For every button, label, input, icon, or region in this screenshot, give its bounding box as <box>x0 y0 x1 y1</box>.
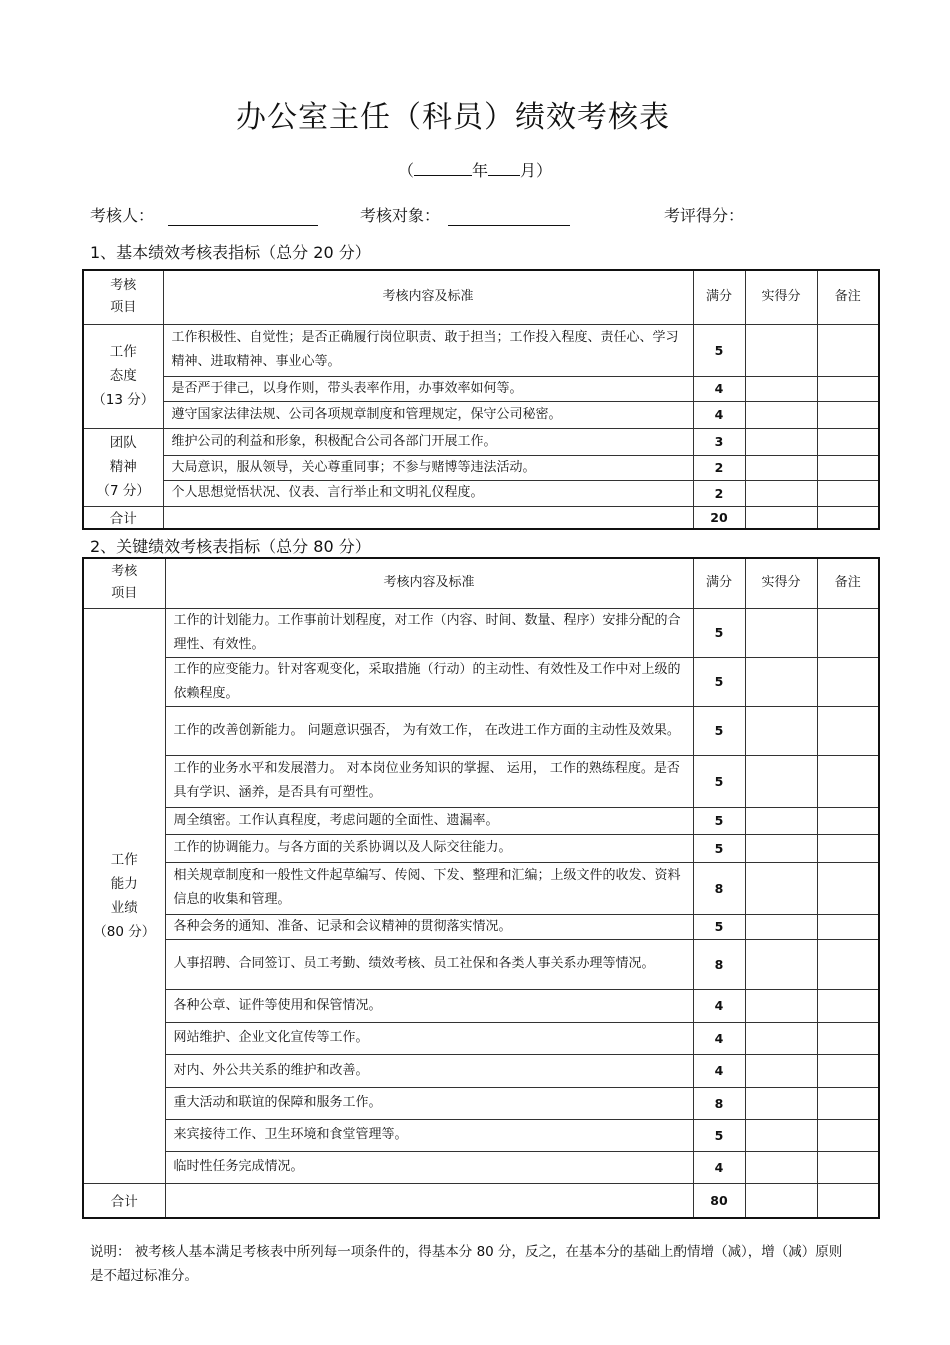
full-score: 2 <box>693 480 745 506</box>
full-score: 4 <box>693 1022 745 1054</box>
section2-title: 2、关键绩效考核表指标（总分 80 分） <box>90 537 371 556</box>
month-blank[interactable] <box>488 161 520 176</box>
table-row <box>83 755 879 807</box>
header-remark: 备注 <box>817 270 879 324</box>
remark-cell[interactable] <box>817 1087 879 1119</box>
section1-title: 1、基本绩效考核表指标（总分 20 分） <box>90 243 371 262</box>
header-content: 考核内容及标准 <box>163 270 693 324</box>
actual-score-cell[interactable] <box>745 939 817 989</box>
actual-score-cell[interactable] <box>745 834 817 862</box>
criteria-text: 遵守国家法律法规、公司各项规章制度和管理规定，保守公司秘密。 <box>163 401 693 428</box>
total-label: 合计 <box>83 1183 165 1218</box>
full-score: 4 <box>693 401 745 428</box>
actual-score-cell[interactable] <box>745 914 817 939</box>
table-header-row <box>83 558 879 608</box>
remark-cell[interactable] <box>817 480 879 506</box>
actual-score-cell[interactable] <box>745 376 817 401</box>
actual-score-cell[interactable] <box>745 401 817 428</box>
table-row <box>83 428 879 455</box>
header-item: 考核 项目 <box>83 270 163 324</box>
table-row <box>83 657 879 706</box>
total-content-cell <box>165 1183 693 1218</box>
total-score: 80 <box>693 1183 745 1218</box>
remark-cell[interactable] <box>817 755 879 807</box>
full-score: 2 <box>693 455 745 480</box>
remark-cell[interactable] <box>817 657 879 706</box>
criteria-text: 工作的业务水平和发展潜力。 对本岗位业务知识的掌握、 运用， 工作的熟练程度。是否具有学识、涵养，是否具有可塑性。 <box>165 755 693 807</box>
remark-cell[interactable] <box>817 376 879 401</box>
criteria-text: 临时性任务完成情况。 <box>165 1151 693 1183</box>
table-row <box>83 480 879 506</box>
full-score: 8 <box>693 1087 745 1119</box>
actual-score-cell[interactable] <box>745 755 817 807</box>
header-actual-score: 实得分 <box>745 558 817 608</box>
actual-score-cell[interactable] <box>745 1151 817 1183</box>
total-row <box>83 1183 879 1218</box>
full-score: 5 <box>693 657 745 706</box>
subject-field: 考核对象： <box>360 203 570 226</box>
full-score: 4 <box>693 989 745 1022</box>
criteria-text: 人事招聘、合同签订、员工考勤、绩效考核、员工社保和各类人事关系办理等情况。 <box>165 939 693 989</box>
assessor-field: 考核人： <box>90 203 318 226</box>
total-remark-cell[interactable] <box>817 506 879 529</box>
remark-cell[interactable] <box>817 608 879 657</box>
remark-cell[interactable] <box>817 1054 879 1087</box>
assessment-period: （ 年 月） <box>397 161 553 180</box>
remark-cell[interactable] <box>817 455 879 480</box>
full-score: 4 <box>693 1151 745 1183</box>
criteria-text: 对内、外公共关系的维护和改善。 <box>165 1054 693 1087</box>
full-score: 3 <box>693 428 745 455</box>
full-score: 5 <box>693 807 745 834</box>
table-row <box>83 401 879 428</box>
header-full-score: 满分 <box>693 270 745 324</box>
full-score: 4 <box>693 1054 745 1087</box>
actual-score-cell[interactable] <box>745 862 817 914</box>
subject-input[interactable] <box>448 207 570 226</box>
total-remark-cell[interactable] <box>817 1183 879 1218</box>
page-title: 办公室主任（科员）绩效考核表 <box>236 100 670 135</box>
table-row <box>83 807 879 834</box>
remark-cell[interactable] <box>817 914 879 939</box>
criteria-text: 来宾接待工作、卫生环境和食堂管理等。 <box>165 1119 693 1151</box>
criteria-text: 工作的协调能力。与各方面的关系协调以及人际交往能力。 <box>165 834 693 862</box>
criteria-text: 网站维护、企业文化宣传等工作。 <box>165 1022 693 1054</box>
criteria-text: 维护公司的利益和形象，积极配合公司各部门开展工作。 <box>163 428 693 455</box>
table-row <box>83 1022 879 1054</box>
full-score: 5 <box>693 324 745 376</box>
remark-cell[interactable] <box>817 834 879 862</box>
actual-score-cell[interactable] <box>745 657 817 706</box>
full-score: 8 <box>693 939 745 989</box>
total-content-cell <box>163 506 693 529</box>
table-row <box>83 1054 879 1087</box>
criteria-text: 重大活动和联谊的保障和服务工作。 <box>165 1087 693 1119</box>
criteria-text: 工作的计划能力。工作事前计划程度，对工作（内容、时间、数量、程序）安排分配的合理性、有效性。 <box>165 608 693 657</box>
table-header-row <box>83 270 879 324</box>
group-team-spirit: 团队 精神 （7 分） <box>83 428 163 506</box>
footnote: 说明： 被考核人基本满足考核表中所列每一项条件的，得基本分 80 分，反之，在基本分的基础上酌情增（减），增（减）原则是不超过标准分。 <box>90 1244 843 1284</box>
remark-cell[interactable] <box>817 428 879 455</box>
total-score: 20 <box>693 506 745 529</box>
remark-cell[interactable] <box>817 989 879 1022</box>
table-row <box>83 1119 879 1151</box>
criteria-text: 是否严于律己，以身作则，带头表率作用，办事效率如何等。 <box>163 376 693 401</box>
total-label: 合计 <box>83 506 163 529</box>
actual-score-cell[interactable] <box>745 706 817 755</box>
table-row <box>83 324 879 376</box>
criteria-text: 工作的应变能力。针对客观变化，采取措施（行动）的主动性、有效性及工作中对上级的依赖程度。 <box>165 657 693 706</box>
criteria-text: 各种公章、证件等使用和保管情况。 <box>165 989 693 1022</box>
remark-cell[interactable] <box>817 807 879 834</box>
actual-score-cell[interactable] <box>745 1119 817 1151</box>
remark-cell[interactable] <box>817 1022 879 1054</box>
full-score: 5 <box>693 608 745 657</box>
actual-score-cell[interactable] <box>745 1022 817 1054</box>
full-score: 5 <box>693 914 745 939</box>
header-item: 考核 项目 <box>83 558 165 608</box>
table-row <box>83 1087 879 1119</box>
remark-cell[interactable] <box>817 1151 879 1183</box>
assessor-input[interactable] <box>168 207 318 226</box>
actual-score-cell[interactable] <box>745 1087 817 1119</box>
criteria-text: 各种会务的通知、准备、记录和会议精神的贯彻落实情况。 <box>165 914 693 939</box>
full-score: 8 <box>693 862 745 914</box>
criteria-text: 工作的改善创新能力。 问题意识强否， 为有效工作， 在改进工作方面的主动性及效果。 <box>165 706 693 755</box>
remark-cell[interactable] <box>817 939 879 989</box>
total-actual-cell[interactable] <box>745 1183 817 1218</box>
full-score: 5 <box>693 1119 745 1151</box>
table-row <box>83 989 879 1022</box>
basic-kpi-table <box>82 269 880 530</box>
table-row <box>83 706 879 755</box>
full-score: 5 <box>693 755 745 807</box>
criteria-text: 工作积极性、自觉性；是否正确履行岗位职责、敢于担当；工作投入程度、责任心、学习精神、进取精神、事业心等。 <box>163 324 693 376</box>
criteria-text: 大局意识，服从领导，关心尊重同事；不参与赌博等违法活动。 <box>163 455 693 480</box>
key-kpi-table <box>82 557 880 1219</box>
actual-score-cell[interactable] <box>745 807 817 834</box>
remark-cell[interactable] <box>817 862 879 914</box>
table-row <box>83 862 879 914</box>
remark-cell[interactable] <box>817 401 879 428</box>
criteria-text: 个人思想觉悟状况、仪表、言行举止和文明礼仪程度。 <box>163 480 693 506</box>
full-score: 5 <box>693 834 745 862</box>
actual-score-cell[interactable] <box>745 428 817 455</box>
remark-cell[interactable] <box>817 324 879 376</box>
remark-cell[interactable] <box>817 1119 879 1151</box>
total-actual-cell[interactable] <box>745 506 817 529</box>
criteria-text: 周全缜密。工作认真程度，考虑问题的全面性、遗漏率。 <box>165 807 693 834</box>
remark-cell[interactable] <box>817 706 879 755</box>
header-full-score: 满分 <box>693 558 745 608</box>
actual-score-cell[interactable] <box>745 480 817 506</box>
group-work-attitude: 工作 态度 （13 分） <box>83 324 163 428</box>
actual-score-cell[interactable] <box>745 608 817 657</box>
year-blank[interactable] <box>414 161 472 176</box>
table-row <box>83 608 879 657</box>
actual-score-cell[interactable] <box>745 324 817 376</box>
table-row <box>83 455 879 480</box>
full-score: 5 <box>693 706 745 755</box>
total-row <box>83 506 879 529</box>
header-content: 考核内容及标准 <box>165 558 693 608</box>
table-row <box>83 939 879 989</box>
criteria-text: 相关规章制度和一般性文件起草编写、传阅、下发、整理和汇编；上级文件的收发、资料信息的收集和管理。 <box>165 862 693 914</box>
actual-score-cell[interactable] <box>745 989 817 1022</box>
table-row <box>83 914 879 939</box>
table-row <box>83 834 879 862</box>
score-field: 考评得分： <box>664 206 745 225</box>
group-work-ability: 工作 能力 业绩 （80 分） <box>83 608 165 1183</box>
table-row <box>83 1151 879 1183</box>
actual-score-cell[interactable] <box>745 1054 817 1087</box>
full-score: 4 <box>693 376 745 401</box>
table-row <box>83 376 879 401</box>
actual-score-cell[interactable] <box>745 455 817 480</box>
header-actual-score: 实得分 <box>745 270 817 324</box>
header-remark: 备注 <box>817 558 879 608</box>
